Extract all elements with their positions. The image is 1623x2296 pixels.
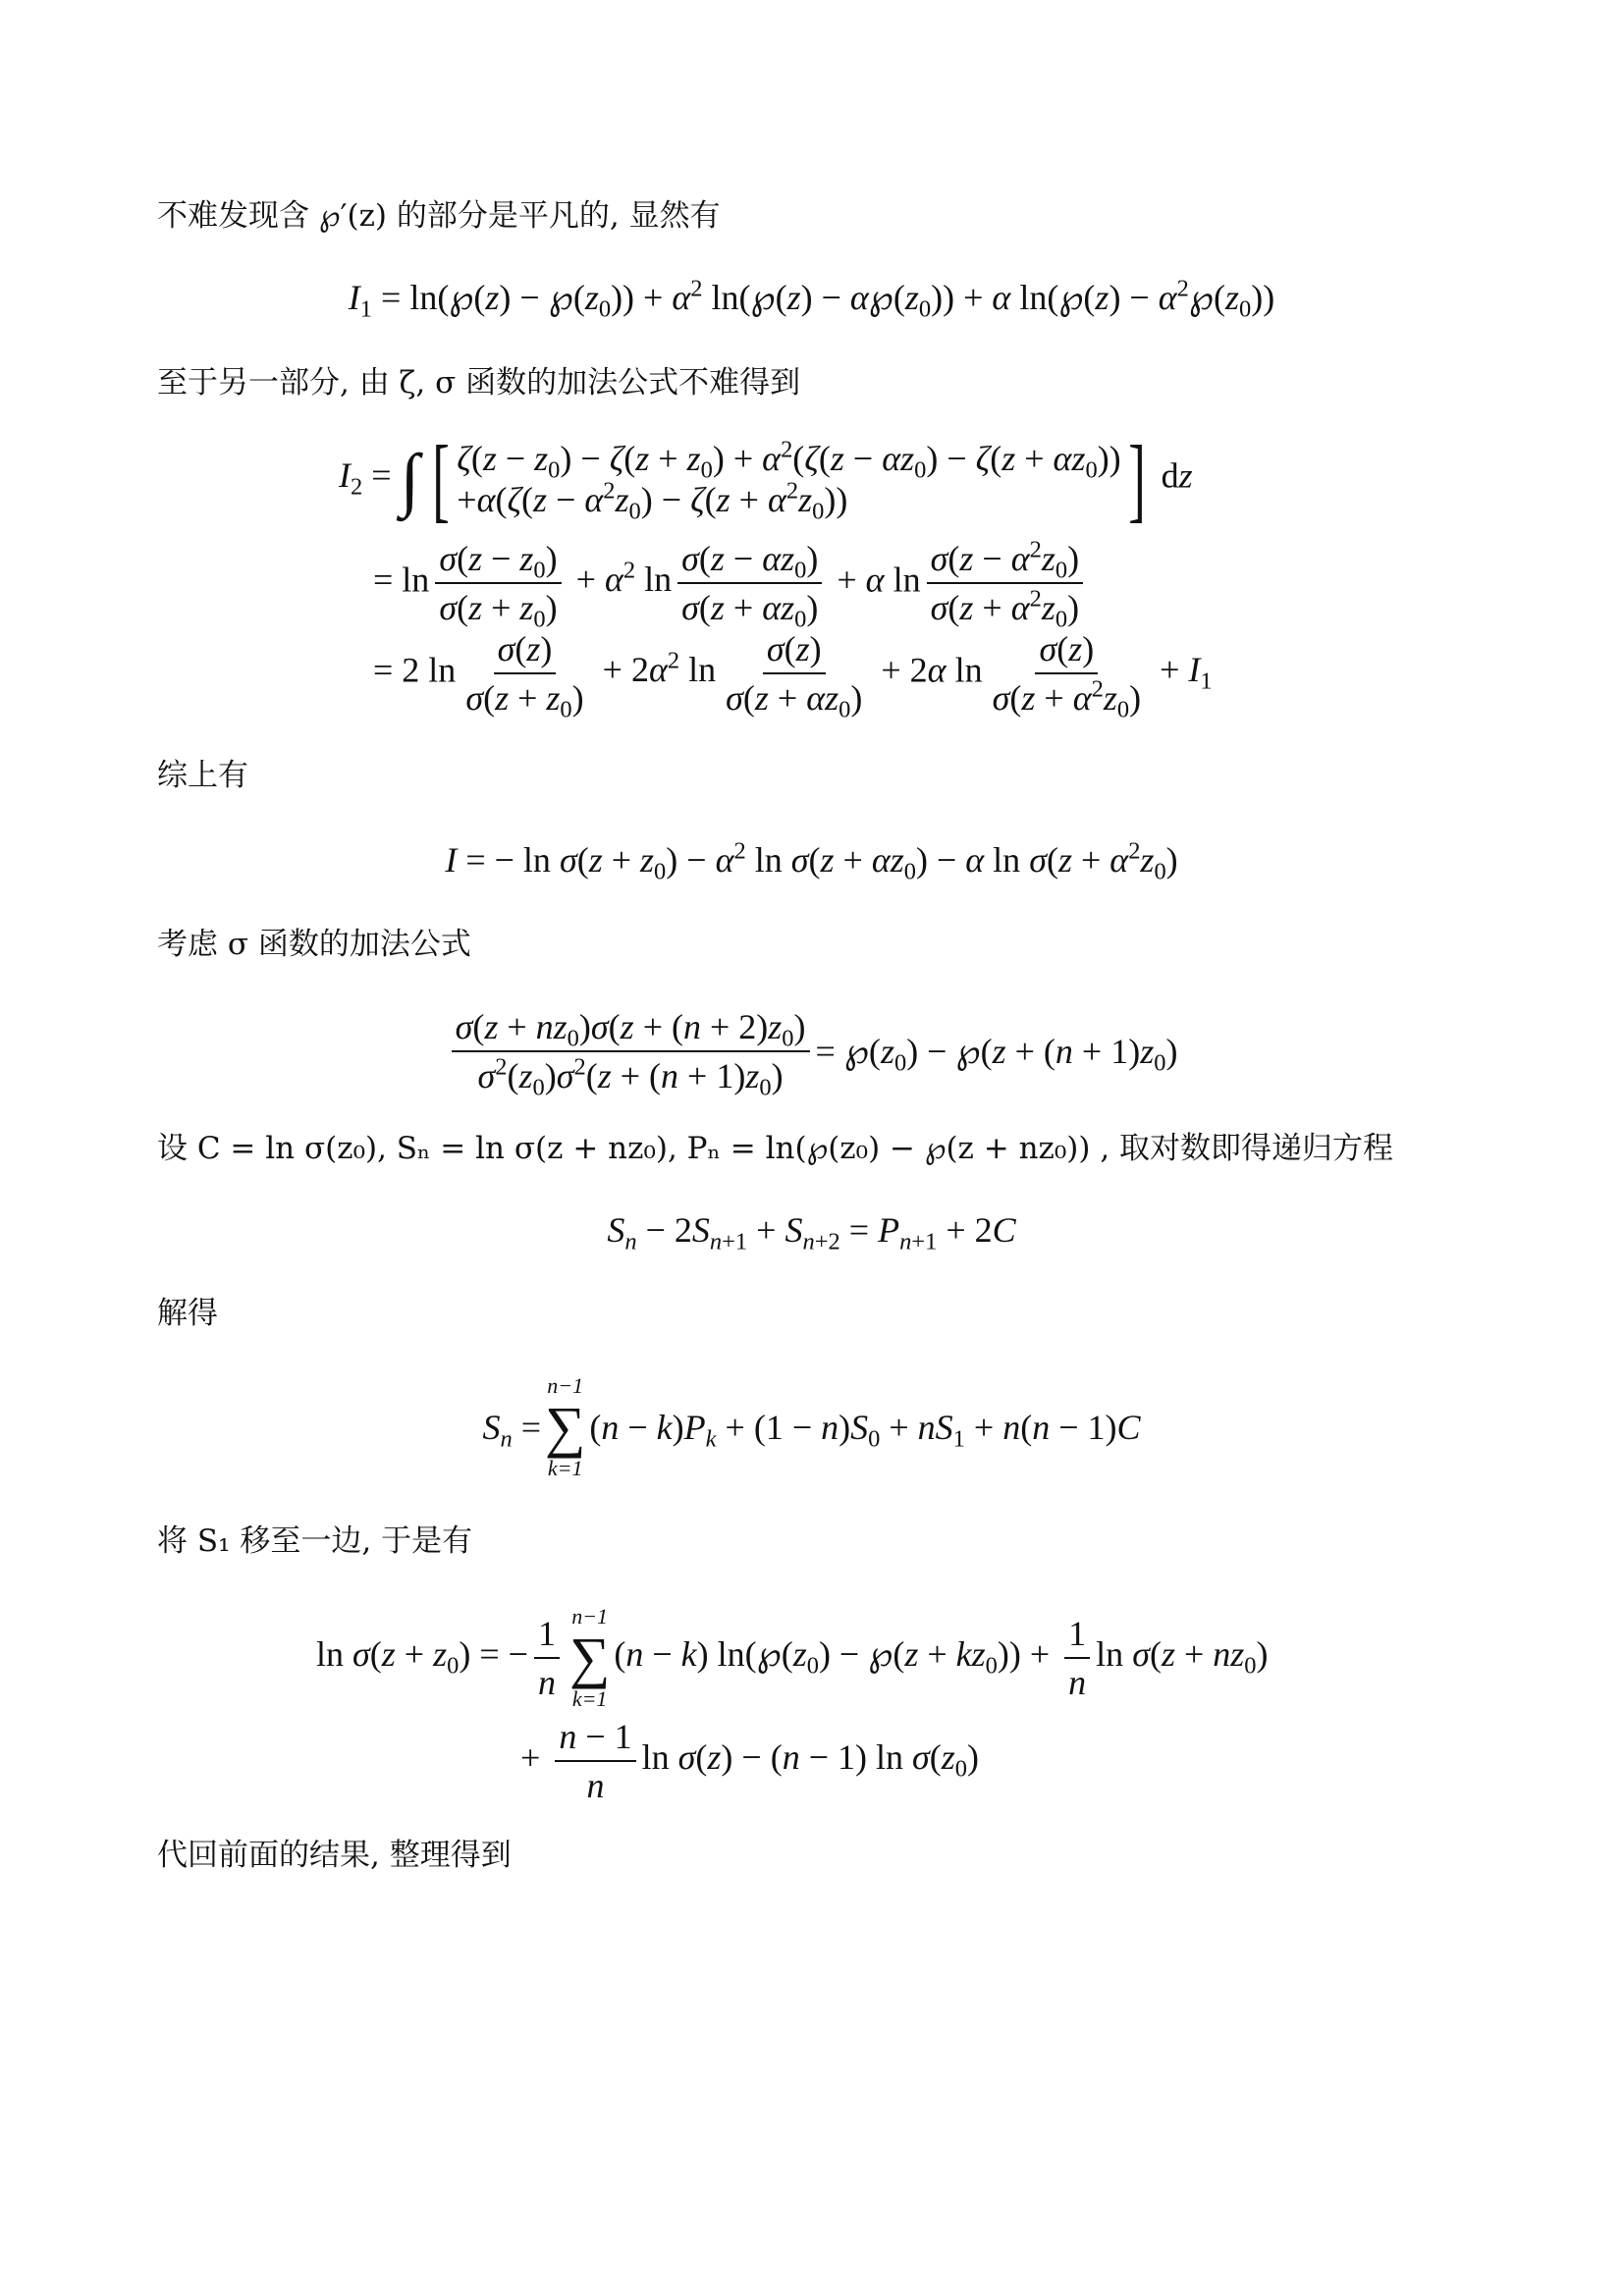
equation-i2-line2: = ln $\frac{\sigma(z - z_0)}{\sigma(z + z_0)}$ + $\alpha^2$ ln $\frac{\sigma(z - \alpha z_0)}{\sigma(z + \alpha z_0)}$ + α ln $\frac{\sigma(z - \alpha^2z_0)}{\sigma(z + \alpha^2z_0)}$	[373, 538, 1089, 628]
paragraph-6: 解得	[157, 1296, 218, 1331]
equation-i2-line1: $I_2$ = ∫ [ $\zeta(z - z_0) - \zeta(z + z_0) + \alpha^2(\zeta(z - \alpha z_0) - \zeta(z + \alpha z_0))$ $+\alpha(\zeta(z - \alpha^2z_0) - \zeta(z + \alpha^2z_0))$ ] dz	[339, 426, 1193, 531]
paragraph-3: 综上有	[157, 758, 248, 793]
equation-recurrence: $S_n - 2S_{n+1} + S_{n+2} = P_{n+1} + 2C$	[607, 1210, 1016, 1255]
paragraph-8: 代回前面的结果, 整理得到	[157, 1838, 512, 1873]
paragraph-5: 设 C = ln σ(z₀), Sₙ = ln σ(z + nz₀), Pₙ = ln(℘(z₀) − ℘(z + nz₀)) , 取对数即得递归方程	[157, 1131, 1394, 1166]
equation-i1: $I_1$ = ln(℘(z) − $℘(z_0)) + \alpha^2$ ln(℘(z) − $\alpha℘(z_0)) + \alpha$ ln(℘(z) − $\alpha^2℘(z_0)$)	[348, 275, 1275, 323]
equation-addition-formula: $\frac{\sigma(z + nz_0)\sigma(z + (n + 2)z_0)}{\sigma^2(z_0)\sigma^2(z + (n + 1)z_0)}$ = $℘(z_0)$ − ℘(z + $(n + 1)z_0$)	[0, 1006, 1623, 1096]
paragraph-7: 将 S₁ 移至一边, 于是有	[157, 1523, 473, 1559]
equation-i2-line3: = 2 ln $\frac{\sigma(z)}{\sigma(z + z_0)}$ + $2\alpha^2$ ln $\frac{\sigma(z)}{\sigma(z + \alpha z_0)}$ + 2α ln $\frac{\sigma(z)}{\sigma(z + \alpha^2z_0)}$ + $I_1$	[373, 629, 1213, 723]
equation-solution: $S_n$ = n−1 ∑ k=1 $(n - k)P_k + (1 - n)S_0 + nS_1 + n(n - 1)C$	[482, 1373, 1141, 1480]
equation-ln-sigma-line2: + $\frac{n - 1}{n}$ ln σ(z) − (n − 1) $\ln \sigma(z_0)$	[520, 1717, 980, 1805]
paragraph-4: 考虑 σ 函数的加法公式	[157, 927, 471, 962]
equation-i: I = − $\ln \sigma(z + z_0) - \alpha^2$ $\ln \sigma(z + \alpha z_0) - \alpha$ $\ln \sigma(z + \alpha^2z_0)$	[445, 837, 1178, 885]
paragraph-2: 至于另一部分, 由 ζ, σ 函数的加法公式不难得到	[157, 365, 801, 400]
paragraph-1: 不难发现含 ℘′(z) 的部分是平凡的, 显然有	[157, 198, 721, 234]
equation-ln-sigma-line1: $\ln \sigma(z + z_0)$ = − $\frac{1}{n}$ n−1 ∑ k=1 (n − k) $\ln(℘(z_0)$ − ℘(z + $kz_0$)) + $\frac{1}{n}$ $\ln \sigma(z + nz_0)$	[316, 1604, 1269, 1711]
